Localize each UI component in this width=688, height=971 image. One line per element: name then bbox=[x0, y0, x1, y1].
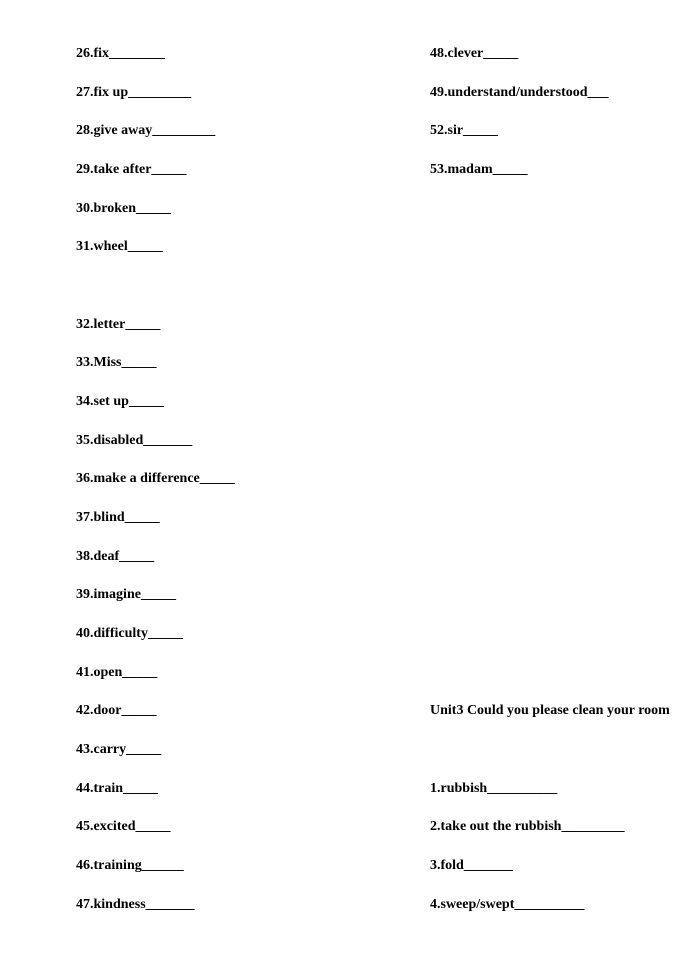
vocab-item-46: 46.training______ bbox=[76, 858, 184, 873]
vocab-item-53: 53.madam_____ bbox=[430, 162, 528, 177]
vocab-item-37: 37.blind_____ bbox=[76, 510, 160, 525]
unit-heading: Unit3 Could you please clean your room bbox=[430, 703, 670, 718]
vocab-item-40: 40.difficulty_____ bbox=[76, 626, 183, 641]
vocab-item-unit3-2: 2.take out the rubbish_________ bbox=[430, 819, 625, 834]
vocab-item-32: 32.letter_____ bbox=[76, 317, 161, 332]
vocab-item-31: 31.wheel_____ bbox=[76, 239, 163, 254]
vocab-item-44: 44.train_____ bbox=[76, 781, 159, 796]
vocab-item-47: 47.kindness_______ bbox=[76, 897, 195, 912]
vocab-item-29: 29.take after_____ bbox=[76, 162, 187, 177]
vocab-item-36: 36.make a difference_____ bbox=[76, 471, 235, 486]
vocab-item-42: 42.door_____ bbox=[76, 703, 157, 718]
vocab-item-35: 35.disabled_______ bbox=[76, 433, 193, 448]
vocab-item-unit3-3: 3.fold_______ bbox=[430, 858, 513, 873]
vocab-item-unit3-4: 4.sweep/swept__________ bbox=[430, 897, 585, 912]
vocab-item-43: 43.carry_____ bbox=[76, 742, 162, 757]
vocab-item-unit3-1: 1.rubbish__________ bbox=[430, 781, 558, 796]
vocab-item-30: 30.broken_____ bbox=[76, 201, 172, 216]
vocab-item-28: 28.give away_________ bbox=[76, 123, 216, 138]
vocab-item-39: 39.imagine_____ bbox=[76, 587, 176, 602]
vocab-item-49: 49.understand/understood___ bbox=[430, 85, 609, 100]
vocab-item-52: 52.sir_____ bbox=[430, 123, 499, 138]
vocab-item-33: 33.Miss_____ bbox=[76, 355, 157, 370]
vocab-item-48: 48.clever_____ bbox=[430, 46, 519, 61]
vocab-item-26: 26.fix________ bbox=[76, 46, 166, 61]
vocab-item-38: 38.deaf_____ bbox=[76, 549, 155, 564]
vocab-item-27: 27.fix up_________ bbox=[76, 85, 192, 100]
vocab-item-41: 41.open_____ bbox=[76, 665, 158, 680]
vocab-item-45: 45.excited_____ bbox=[76, 819, 171, 834]
vocab-item-34: 34.set up_____ bbox=[76, 394, 164, 409]
